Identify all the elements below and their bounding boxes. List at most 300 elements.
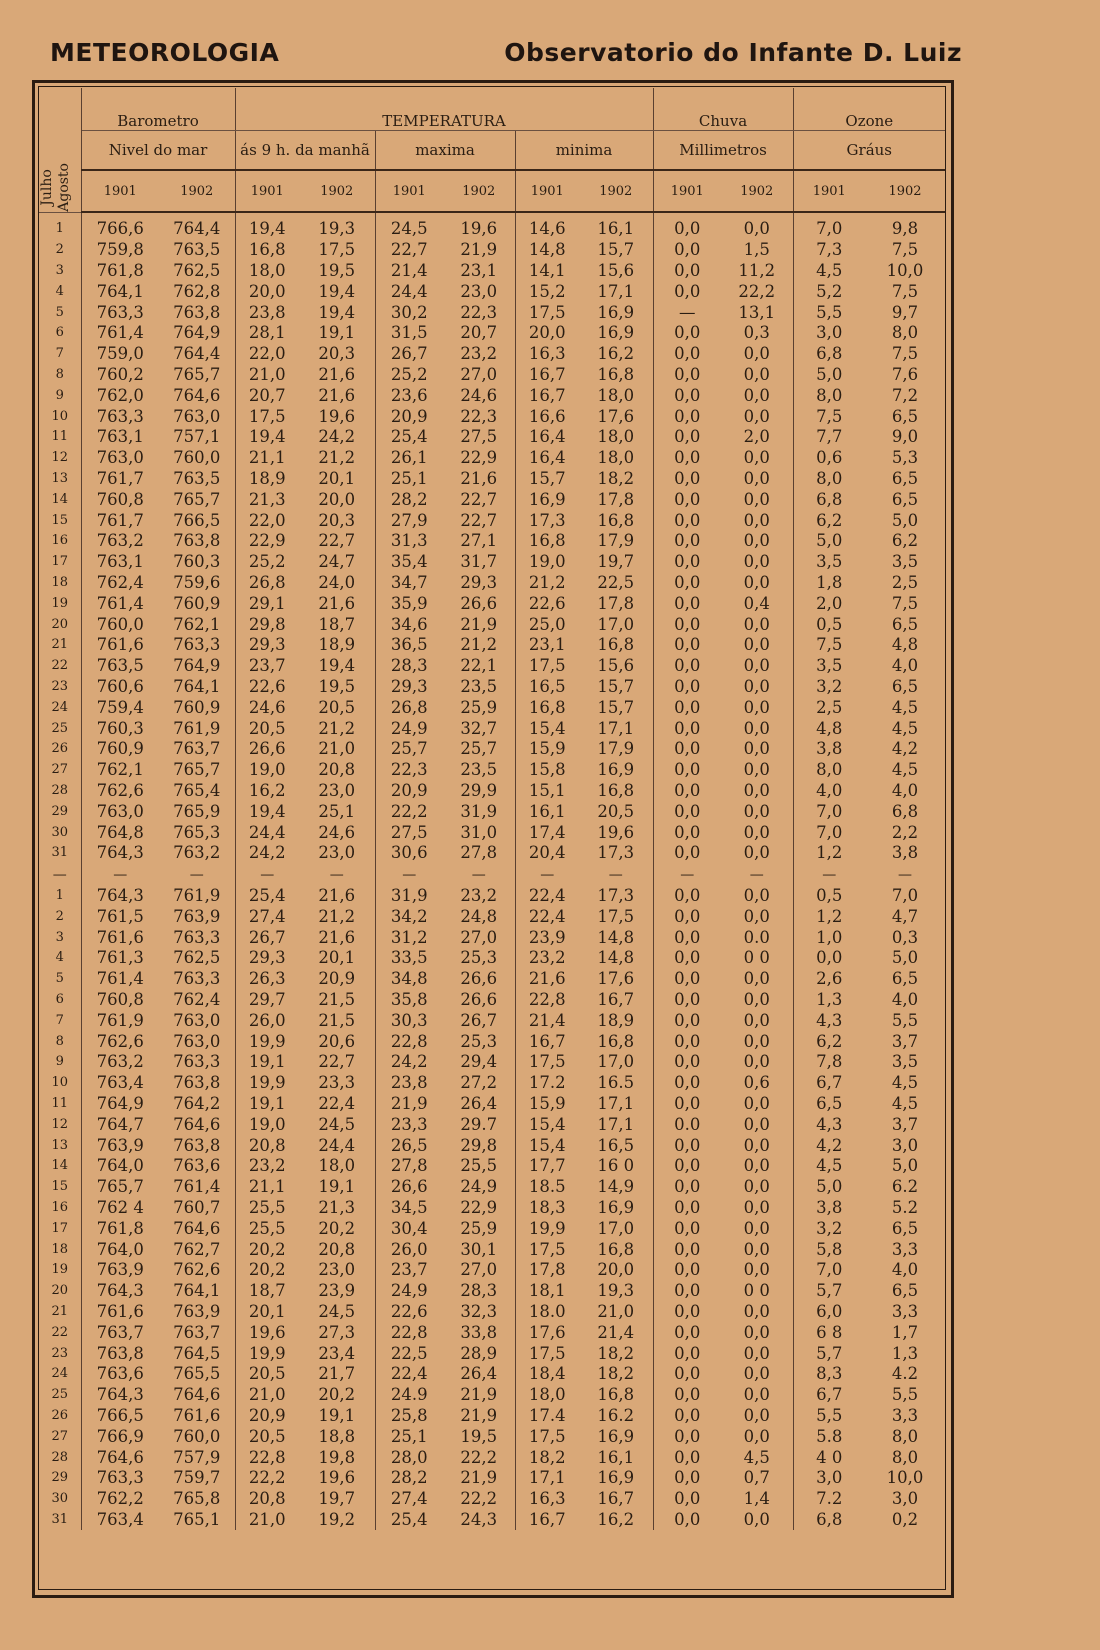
min-1902-cell: 22,5 <box>579 573 653 594</box>
min-1902-cell: 16,1 <box>579 1447 653 1468</box>
min-1901-cell: 22,8 <box>528 990 566 1010</box>
ozone-1901-cell: 4,3 <box>816 1114 843 1134</box>
day-cell: 2 <box>39 907 81 928</box>
day-cell: 30 <box>39 822 81 843</box>
temp9h-1902-cell: 19,1 <box>299 323 375 344</box>
ozone-1901-cell: 1,0 <box>816 927 843 947</box>
chuva-1901-cell: 0,0 <box>674 948 701 968</box>
ozone-year-1901: 1901 <box>793 170 865 212</box>
ozone-1901-cell: 3,0 <box>816 323 843 343</box>
day-cell: 5 <box>39 302 81 323</box>
temp9h-1902-cell: 20,1 <box>299 948 375 969</box>
baro-1902-cell: 757,9 <box>159 1447 235 1468</box>
temp9h-1902-cell: 21,5 <box>299 990 375 1011</box>
baro-1901-cell: 763,2 <box>96 1052 144 1072</box>
table-row-agosto-20 <box>39 1281 945 1302</box>
temp9h-1901-cell: 20,2 <box>248 1260 286 1280</box>
max-1901-cell: 24,9 <box>390 718 428 738</box>
month-label-julho: Julho <box>39 168 55 206</box>
min-1902-cell: 18,9 <box>579 1010 653 1031</box>
baro-1902-cell: 763,0 <box>159 406 235 427</box>
min-1901-cell: 17,1 <box>528 1468 566 1488</box>
chuva-1902-cell: 0,0 <box>721 1426 793 1447</box>
ozone-1902-cell: 4,0 <box>891 990 919 1010</box>
baro-1902-cell: 764,9 <box>159 323 235 344</box>
max-1902-cell: 23,0 <box>443 281 515 302</box>
min-1902-cell: 19,7 <box>579 552 653 573</box>
ozone-1902-cell: 3,7 <box>891 1031 919 1051</box>
max-1901-cell: 22,4 <box>390 1364 428 1384</box>
temp9h-1902-cell: 21,5 <box>299 1010 375 1031</box>
ozone-1901-cell: 1,3 <box>816 990 843 1010</box>
baro-1902-cell: 763,3 <box>159 969 235 990</box>
min-1902-cell: 16.2 <box>579 1406 653 1427</box>
min-1902-cell: 16,8 <box>579 635 653 656</box>
day-cell: 23 <box>39 1343 81 1364</box>
temp9h-1902-cell: 23,9 <box>299 1281 375 1302</box>
max-1901-cell: 36,5 <box>390 635 428 655</box>
baro-1902-cell: 765,4 <box>159 781 235 802</box>
minima-year-1902: 1902 <box>579 170 653 212</box>
temp9h-1901-cell: 16,2 <box>248 780 286 800</box>
temp9h-1901-cell: 21,0 <box>248 1510 286 1529</box>
max-1902-cell: 21,9 <box>443 1468 515 1489</box>
ozone-1901-cell: 7,0 <box>816 219 843 239</box>
temp9h-1902-cell: 20,6 <box>299 1031 375 1052</box>
ozone-1902-cell: 7,5 <box>891 281 919 301</box>
max-1902-cell: 23,5 <box>443 677 515 698</box>
day-cell: 19 <box>39 593 81 614</box>
baro-1902-cell: 762,5 <box>159 261 235 282</box>
day-cell: 14 <box>39 489 81 510</box>
min-1901-cell: 16,7 <box>528 385 566 405</box>
day-cell: 26 <box>39 739 81 760</box>
max-1901-cell: 22,3 <box>390 760 428 780</box>
baro-1901-cell: 760,9 <box>96 739 144 759</box>
ozone-subheader: Gráus <box>846 141 893 159</box>
ozone-1902-cell: 3,7 <box>891 1114 919 1134</box>
max-1901-cell: 27,5 <box>390 822 428 842</box>
chuva-1901-cell: 0,0 <box>674 1094 701 1114</box>
ozone-1902-cell: 4,0 <box>891 780 919 800</box>
temp9h-1902-cell: 24,5 <box>299 1114 375 1135</box>
day-cell: 20 <box>39 1281 81 1302</box>
chuva-1901-cell: 0,0 <box>674 468 701 488</box>
min-1901-cell: 15,4 <box>528 1114 566 1134</box>
temp9h-1902-cell: 20,8 <box>299 760 375 781</box>
min-1901-cell: 17,4 <box>528 822 566 842</box>
temperatura-header: TEMPERATURA <box>235 88 653 131</box>
ozone-1901-cell: 5,0 <box>816 364 843 384</box>
day-cell: 4 <box>39 281 81 302</box>
temp9h-1902-cell: 23,0 <box>299 843 375 864</box>
chuva-1902-cell: 0,0 <box>721 781 793 802</box>
min-1901-cell: 18.0 <box>528 1302 566 1322</box>
min-1901-cell: 17,5 <box>528 1426 566 1446</box>
chuva-year-1901: 1901 <box>653 170 721 212</box>
max-1901-cell: 27,9 <box>390 510 428 530</box>
min-1902-cell: 16,9 <box>579 302 653 323</box>
chuva-1902-cell: 0,0 <box>721 1177 793 1198</box>
separator-dash: — <box>822 866 837 883</box>
baro-1901-cell: 765,7 <box>96 1177 144 1197</box>
baro-1901-cell: 762,1 <box>96 760 144 780</box>
table-row-agosto-15 <box>39 1177 945 1198</box>
temp9h-1901-cell: 20,2 <box>248 1239 286 1259</box>
min-1902-cell: 16,2 <box>579 344 653 365</box>
baro-1901-cell: 763,4 <box>96 1073 144 1093</box>
chuva-1902-cell: 0,0 <box>721 697 793 718</box>
max-1901-cell: 25,4 <box>390 427 428 447</box>
min-1901-cell: 17,8 <box>528 1260 566 1280</box>
max-1902-cell: 21,9 <box>443 1385 515 1406</box>
baro-1901-cell: 761,6 <box>96 927 144 947</box>
baro-1901-cell: 761,8 <box>96 260 144 280</box>
temp9h-1902-cell: 21,3 <box>299 1198 375 1219</box>
ozone-1901-cell: 8,3 <box>816 1364 843 1384</box>
ozone-1902-cell: 6,2 <box>891 531 919 551</box>
ozone-1902-cell: 6.2 <box>891 1177 919 1197</box>
baro-1902-cell: 766,5 <box>159 510 235 531</box>
baro-1902-cell: 761,6 <box>159 1406 235 1427</box>
min-1901-cell: 15,9 <box>528 1094 566 1114</box>
ozone-1902-cell: 3,8 <box>891 843 919 863</box>
max-1902-cell: 27,0 <box>443 927 515 948</box>
ozone-1902-cell: 6,5 <box>891 676 919 696</box>
table-row-julho-13 <box>39 469 945 490</box>
baro-1901-cell: 762,0 <box>96 385 144 405</box>
chuva-1902-cell: 0,0 <box>721 212 793 240</box>
max-1902-cell: 25,3 <box>443 948 515 969</box>
day-cell: 22 <box>39 1322 81 1343</box>
min-1901-cell: 16,3 <box>528 344 566 364</box>
min-1902-cell: 19,6 <box>579 822 653 843</box>
baro-1902-cell: 761,4 <box>159 1177 235 1198</box>
min-1901-cell: 17,5 <box>528 1052 566 1072</box>
max-1902-cell: 25,3 <box>443 1031 515 1052</box>
temp9h-1901-cell: 21,3 <box>248 489 286 509</box>
temp9h-1901-cell: 29,3 <box>248 635 286 655</box>
max-1901-cell: 30,3 <box>390 1010 428 1030</box>
day-cell: 20 <box>39 614 81 635</box>
day-cell: 29 <box>39 801 81 822</box>
baro-1901-cell: 761,8 <box>96 1218 144 1238</box>
baro-1901-cell: 759,4 <box>96 697 144 717</box>
max-1902-cell: 22,3 <box>443 302 515 323</box>
max-1901-cell: 34,2 <box>390 906 428 926</box>
chuva-1901-cell: 0,0 <box>674 1135 701 1155</box>
min-1902-cell: 17,9 <box>579 739 653 760</box>
table-row-agosto-11 <box>39 1094 945 1115</box>
table-row-julho-16 <box>39 531 945 552</box>
chuva-1902-cell: 0,0 <box>721 614 793 635</box>
min-1901-cell: 16,1 <box>528 801 566 821</box>
table-row-julho-4 <box>39 281 945 302</box>
chuva-1902-cell: 0,0 <box>721 801 793 822</box>
table-row-julho-20 <box>39 614 945 635</box>
ozone-1901-cell: 7,0 <box>816 801 843 821</box>
day-cell: 8 <box>39 365 81 386</box>
temp9h-1901-cell: 29,8 <box>248 614 286 634</box>
min-1902-cell: 16,9 <box>579 1426 653 1447</box>
max-1902-cell: 19,5 <box>443 1426 515 1447</box>
baro-1901-cell: 763,2 <box>96 531 144 551</box>
min-1902-cell: 15,7 <box>579 677 653 698</box>
temp9h-1902-cell: 18,8 <box>299 1426 375 1447</box>
day-cell: 6 <box>39 323 81 344</box>
baro-1901-cell: 764,3 <box>96 886 144 906</box>
chuva-1902-cell: 0,0 <box>721 843 793 864</box>
ozone-1901-cell: 7,5 <box>816 406 843 426</box>
min-1901-cell: 15,4 <box>528 718 566 738</box>
chuva-1902-cell: 0,0 <box>721 760 793 781</box>
temp9h-1901-cell: 19,0 <box>248 1114 286 1134</box>
ozone-1901-cell: 3,8 <box>816 739 843 759</box>
baro-1901-cell: 761,6 <box>96 1302 144 1322</box>
baro-1901-cell: 763,6 <box>96 1364 144 1384</box>
temp9h-1902-cell: 17,5 <box>299 240 375 261</box>
temp9h-1902-cell: 21,0 <box>299 739 375 760</box>
max-1901-cell: 22,7 <box>390 240 428 260</box>
min-1901-cell: 16,8 <box>528 697 566 717</box>
chuva-1901-cell: 0,0 <box>674 886 701 906</box>
min-1901-cell: 23,1 <box>528 635 566 655</box>
baro-1902-cell: 757,1 <box>159 427 235 448</box>
table-row-agosto-26 <box>39 1406 945 1427</box>
temp9h-1902-cell: 19,6 <box>299 1468 375 1489</box>
day-cell: 24 <box>39 1364 81 1385</box>
max-1901-cell: 30,4 <box>390 1218 428 1238</box>
temp9h-1901-cell: 19,6 <box>248 1322 286 1342</box>
ozone-1902-cell: 4,2 <box>891 739 919 759</box>
temp9h-1902-cell: 20,1 <box>299 469 375 490</box>
ozone-1901-cell: 5,2 <box>816 281 843 301</box>
table-row-agosto-12 <box>39 1114 945 1135</box>
min-1902-cell: 18,0 <box>579 448 653 469</box>
chuva-1902-cell: 0,0 <box>721 469 793 490</box>
max-1902-cell: 22,2 <box>443 1447 515 1468</box>
min-1901-cell: 17,6 <box>528 1322 566 1342</box>
baro-1901-cell: 763,0 <box>96 448 144 468</box>
ozone-1902-cell: 7,5 <box>891 240 919 260</box>
ozone-1902-cell: 9,7 <box>891 302 919 322</box>
ozone-1901-cell: 4 0 <box>816 1447 843 1467</box>
min-1902-cell: 20,5 <box>579 801 653 822</box>
month-label <box>39 163 73 212</box>
day-cell: 24 <box>39 697 81 718</box>
baro-1902-cell: 763,2 <box>159 843 235 864</box>
baro-1901-cell: 762,6 <box>96 1031 144 1051</box>
ozone-1901-cell: 4,2 <box>816 1135 843 1155</box>
temp-9h-year-1902: 1902 <box>299 170 375 212</box>
chuva-1901-cell: 0,0 <box>674 739 701 759</box>
table-row-agosto-17 <box>39 1218 945 1239</box>
temp9h-1901-cell: 26,6 <box>248 739 286 759</box>
max-1901-cell: 35,8 <box>390 990 428 1010</box>
min-1901-cell: 17,7 <box>528 1156 566 1176</box>
temp9h-1901-cell: 26,0 <box>248 1010 286 1030</box>
separator-dash: — <box>299 864 375 886</box>
min-1902-cell: 18,2 <box>579 1364 653 1385</box>
temp9h-1901-cell: 18,7 <box>248 1281 286 1301</box>
baro-1902-cell: 765,1 <box>159 1510 235 1531</box>
table-row-julho-26 <box>39 739 945 760</box>
temp9h-1901-cell: 19,4 <box>248 801 286 821</box>
chuva-1901-cell: 0,0 <box>674 780 701 800</box>
meteorology-table <box>39 88 945 1530</box>
max-1901-cell: 31,2 <box>390 927 428 947</box>
baro-1901-cell: 764,8 <box>96 822 144 842</box>
chuva-1902-cell: 0,0 <box>721 822 793 843</box>
day-cell: 27 <box>39 1426 81 1447</box>
max-1901-cell: 25,4 <box>390 1510 428 1529</box>
baro-1902-cell: 763,9 <box>159 907 235 928</box>
min-1902-cell: 16,9 <box>579 760 653 781</box>
max-1902-cell: 28,9 <box>443 1343 515 1364</box>
table-row-agosto-16 <box>39 1198 945 1219</box>
ozone-1902-cell: 8,0 <box>891 1447 919 1467</box>
min-1902-cell: 17,0 <box>579 1218 653 1239</box>
ozone-header: Ozone <box>793 88 945 131</box>
chuva-1902-cell: 0,0 <box>721 1385 793 1406</box>
chuva-1902-cell: 0,0 <box>721 510 793 531</box>
ozone-1902-cell: 4,5 <box>891 1073 919 1093</box>
chuva-1902-cell: 0.0 <box>721 927 793 948</box>
max-1902-cell: 24,6 <box>443 385 515 406</box>
chuva-1901-cell: 0,0 <box>674 281 701 301</box>
temp9h-1901-cell: 20,8 <box>248 1489 286 1509</box>
temp9h-1902-cell: 19,6 <box>299 406 375 427</box>
baro-1902-cell: 765,8 <box>159 1489 235 1510</box>
baro-1902-cell: 763,5 <box>159 469 235 490</box>
max-1901-cell: 22,2 <box>390 801 428 821</box>
chuva-1901-cell: 0,0 <box>674 801 701 821</box>
baro-1901-cell: 764,6 <box>96 1447 144 1467</box>
barometro-year-1901: 1901 <box>81 170 159 212</box>
chuva-1901-cell: — <box>679 302 696 322</box>
max-1901-cell: 26,0 <box>390 1239 428 1259</box>
temp9h-1901-cell: 20,8 <box>248 1135 286 1155</box>
baro-1902-cell: 763,8 <box>159 1073 235 1094</box>
min-1902-cell: 15,6 <box>579 261 653 282</box>
temp9h-1902-cell: 23,4 <box>299 1343 375 1364</box>
max-1901-cell: 22,8 <box>390 1031 428 1051</box>
day-cell: 22 <box>39 656 81 677</box>
temp9h-1902-cell: 25,1 <box>299 801 375 822</box>
month-label-agosto: Agosto <box>55 162 72 212</box>
max-1902-cell: 26,4 <box>443 1364 515 1385</box>
min-1902-cell: 17,3 <box>579 843 653 864</box>
baro-1901-cell: 764,3 <box>96 1281 144 1301</box>
min-1901-cell: 22,4 <box>528 886 566 906</box>
max-1901-cell: 23,7 <box>390 1260 428 1280</box>
chuva-1902-cell: 0,0 <box>721 552 793 573</box>
chuva-1901-cell: 0,0 <box>674 323 701 343</box>
baro-1901-cell: 763,8 <box>96 1343 144 1363</box>
max-1901-cell: 28,0 <box>390 1447 428 1467</box>
ozone-1901-cell: 3,0 <box>816 1468 843 1488</box>
baro-1902-cell: 763,7 <box>159 739 235 760</box>
chuva-1902-cell: 22,2 <box>721 281 793 302</box>
max-1902-cell: 20,7 <box>443 323 515 344</box>
separator-dash: — <box>579 864 653 886</box>
ozone-1901-cell: 7,7 <box>816 427 843 447</box>
ozone-1901-cell: 1,2 <box>816 906 843 926</box>
max-1902-cell: 31,9 <box>443 801 515 822</box>
day-cell: 9 <box>39 385 81 406</box>
ozone-1902-cell: 3,3 <box>891 1239 919 1259</box>
temp9h-1901-cell: 24,6 <box>248 697 286 717</box>
ozone-1901-cell: 6,7 <box>816 1385 843 1405</box>
chuva-1902-cell: 2,0 <box>721 427 793 448</box>
max-1902-cell: 22,9 <box>443 1198 515 1219</box>
table-row-julho-12 <box>39 448 945 469</box>
temp9h-1901-cell: 29,1 <box>248 593 286 613</box>
max-1902-cell: 19,6 <box>443 212 515 240</box>
temp9h-1901-cell: 20,9 <box>248 1406 286 1426</box>
baro-1901-cell: 759,8 <box>96 240 144 260</box>
temp9h-1901-cell: 20,5 <box>248 718 286 738</box>
baro-1901-cell: 762,2 <box>96 1489 144 1509</box>
chuva-1901-cell: 0,0 <box>674 344 701 364</box>
baro-1901-cell: 763,1 <box>96 427 144 447</box>
temp9h-1902-cell: 24,6 <box>299 822 375 843</box>
min-1901-cell: 16,4 <box>528 448 566 468</box>
separator-dash: — <box>402 866 417 883</box>
max-1902-cell: 27,8 <box>443 843 515 864</box>
min-1901-cell: 14,6 <box>528 219 566 239</box>
ozone-1902-cell: 4,5 <box>891 718 919 738</box>
ozone-1902-cell: 4,0 <box>891 656 919 676</box>
chuva-1902-cell: 0,0 <box>721 1239 793 1260</box>
min-1902-cell: 16 0 <box>579 1156 653 1177</box>
min-1901-cell: 15,7 <box>528 468 566 488</box>
table-row-agosto-14 <box>39 1156 945 1177</box>
baro-1901-cell: 760,0 <box>96 614 144 634</box>
chuva-1902-cell: 0,0 <box>721 531 793 552</box>
ozone-1902-cell: 4,5 <box>891 760 919 780</box>
ozone-1902-cell: 6,5 <box>891 1218 919 1238</box>
min-1902-cell: 17,6 <box>579 969 653 990</box>
baro-1902-cell: 763,7 <box>159 1322 235 1343</box>
baro-1901-cell: 761,7 <box>96 510 144 530</box>
max-1901-cell: 30,6 <box>390 843 428 863</box>
day-cell: 3 <box>39 927 81 948</box>
min-1902-cell: 21,0 <box>579 1302 653 1323</box>
max-1901-cell: 20,9 <box>390 406 428 426</box>
ozone-1901-cell: 6,0 <box>816 1302 843 1322</box>
chuva-1902-cell: 0,0 <box>721 1135 793 1156</box>
min-1901-cell: 14,8 <box>528 240 566 260</box>
ozone-1901-cell: 3,5 <box>816 656 843 676</box>
chuva-1902-cell: 0,0 <box>721 1094 793 1115</box>
temp9h-1901-cell: 26,3 <box>248 969 286 989</box>
min-1902-cell: 16,7 <box>579 1489 653 1510</box>
chuva-1902-cell: 0,0 <box>721 718 793 739</box>
table-row-julho-25 <box>39 718 945 739</box>
min-1901-cell: 15,9 <box>528 739 566 759</box>
temp9h-1902-cell: 23,0 <box>299 1260 375 1281</box>
baro-1901-cell: 766,6 <box>96 219 144 239</box>
chuva-1901-cell: 0,0 <box>674 635 701 655</box>
ozone-1901-cell: 7,0 <box>816 822 843 842</box>
chuva-1901-cell: 0,0 <box>674 510 701 530</box>
chuva-1902-cell: 0,0 <box>721 635 793 656</box>
ozone-1901-cell: 8,0 <box>816 760 843 780</box>
temp9h-1902-cell: 19,1 <box>299 1406 375 1427</box>
chuva-1901-cell: 0,0 <box>674 1156 701 1176</box>
baro-1902-cell: 764,6 <box>159 1218 235 1239</box>
